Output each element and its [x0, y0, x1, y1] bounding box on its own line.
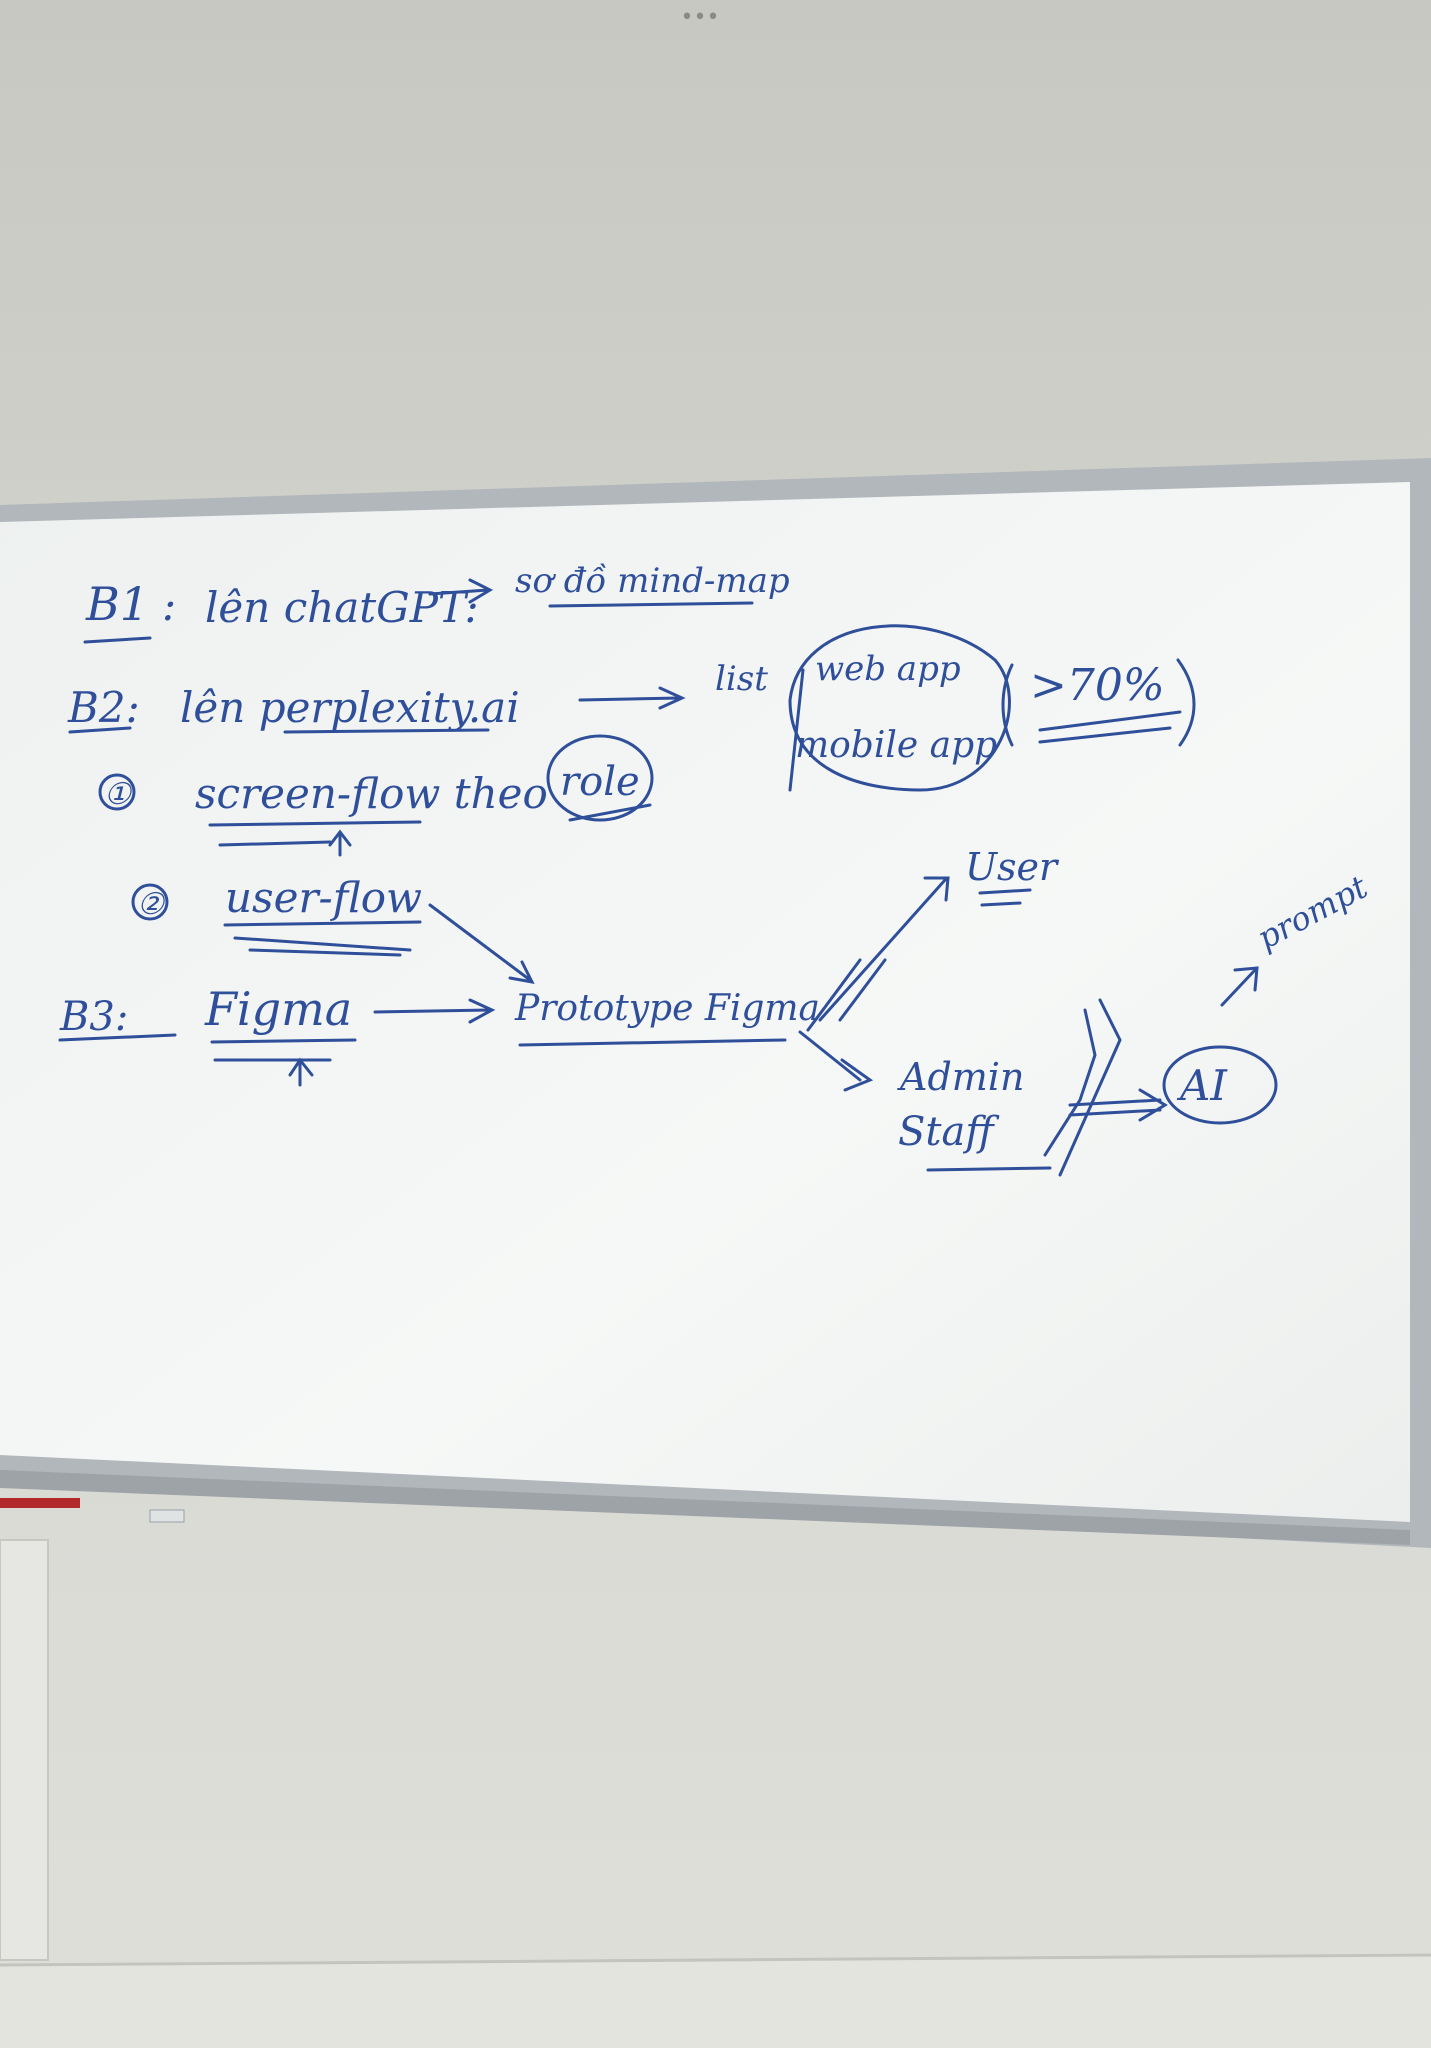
role-staff: Staff: [898, 1109, 994, 1155]
marker: [0, 1498, 80, 1508]
list-label: list: [715, 659, 768, 699]
list-item-mobile: mobile app: [795, 725, 998, 766]
list-item-web: web app: [815, 649, 961, 689]
sub1-circled: role: [560, 759, 640, 805]
sub1-text: screen-flow theo: [195, 769, 548, 818]
floor: [0, 1955, 1431, 2048]
eraser-holder: [150, 1510, 184, 1522]
b2-text: lên perplexity.ai: [180, 683, 520, 732]
sub1-marker: ①: [104, 777, 131, 812]
window-dots: •••: [680, 5, 720, 30]
percent-note: >70%: [1030, 660, 1165, 711]
board-stand: [0, 1540, 48, 1960]
prompt-label: prompt: [1250, 867, 1374, 958]
underline-staff: [928, 1168, 1050, 1170]
b3-text: Figma: [205, 982, 353, 1036]
b1-label: B1: [86, 577, 150, 631]
b1-text: lên chatGPT:: [205, 583, 479, 632]
b3-target: Prototype Figma: [515, 988, 820, 1029]
role-user: User: [965, 845, 1058, 889]
sub2-text: user-flow: [225, 873, 422, 922]
b1-colon: :: [162, 581, 177, 630]
b3-label: B3:: [60, 994, 129, 1040]
role-admin: Admin: [900, 1055, 1025, 1099]
b2-label: B2:: [68, 683, 140, 732]
sub2-marker: ②: [137, 887, 164, 922]
b1-result: sơ đồ mind-map: [515, 561, 790, 601]
ai-label: AI: [1180, 1061, 1227, 1110]
